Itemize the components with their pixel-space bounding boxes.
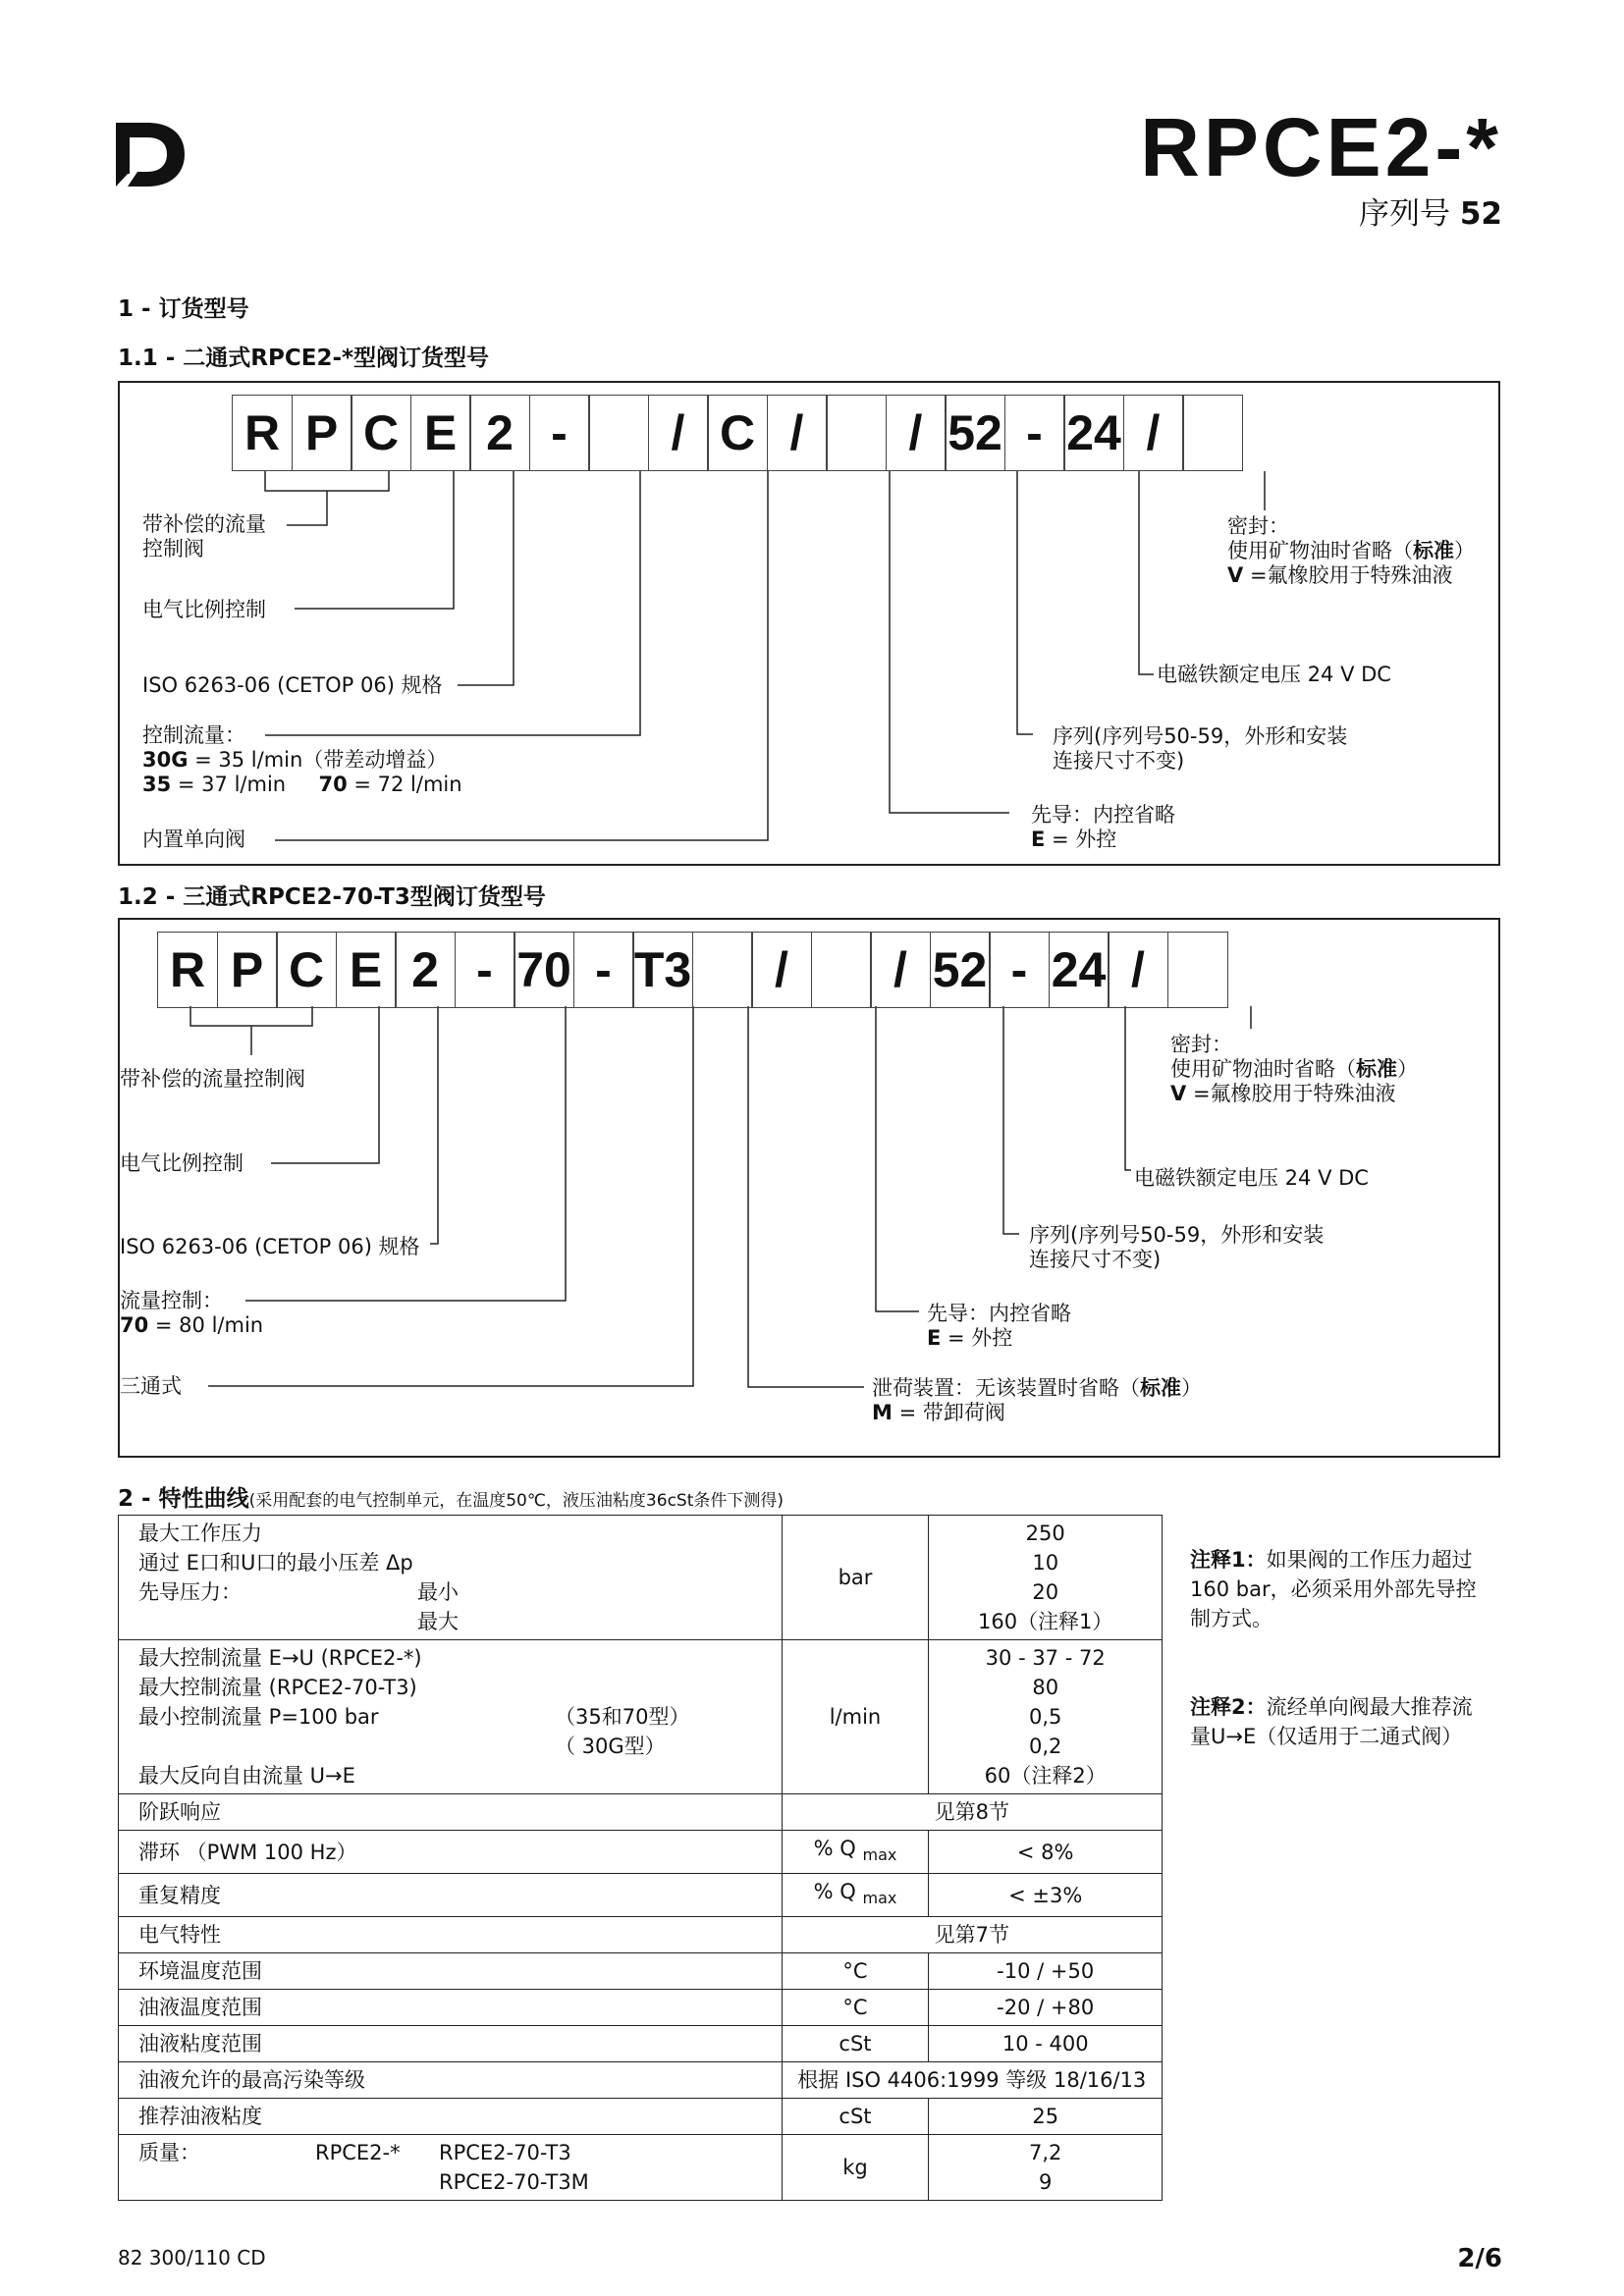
- code-cell: /: [767, 395, 828, 471]
- code-cell: 52: [930, 932, 991, 1008]
- code-cell: 24: [1049, 932, 1110, 1008]
- table-row: 油液粘度范围 cSt 10 - 400: [119, 2026, 1163, 2062]
- label-pilot-3way: 先导：内控省略 E = 外控: [927, 1302, 1071, 1350]
- code-cell: -: [1004, 395, 1065, 471]
- note-1: 注释1：如果阀的工作压力超过 160 bar，必须采用外部先导控 制方式。: [1190, 1548, 1477, 1630]
- label-series-3way: 序列(序列号50-59，外形和安装 连接尺寸不变): [1029, 1223, 1325, 1271]
- code-cell: 2: [395, 932, 456, 1008]
- code-cell: [1167, 932, 1228, 1008]
- table-row: 重复精度 % Q $_{max}$ < ±3%: [119, 1874, 1163, 1917]
- code-cell: P: [292, 395, 352, 471]
- code-cell: 24: [1063, 395, 1124, 471]
- label-flow-control-valve-3way: 带补偿的流量控制阀: [120, 1067, 305, 1091]
- code-cell: [811, 932, 872, 1008]
- label-control-flow: 控制流量： 30G = 35 l/min（带差动增益） 35 = 37 l/min 70 = 72 l/min: [142, 723, 462, 796]
- code-cell: R: [157, 932, 218, 1008]
- code-cell: E: [336, 932, 397, 1008]
- characteristics-table: [118, 1515, 1163, 2201]
- table-row: 环境温度范围 °C -10 / +50: [119, 1953, 1163, 1990]
- section-2-heading: 2 - 特性曲线(采用配套的电气控制单元，在温度50℃，液压油粘度36cSt条件下测得): [118, 1486, 785, 1512]
- label-seal-3way: 密封： 使用矿物油时省略（标准） V =氟橡胶用于特殊油液: [1170, 1033, 1418, 1105]
- label-three-way: 三通式: [120, 1374, 182, 1398]
- code-cell: 70: [514, 932, 574, 1008]
- label-electric-proportional-3way: 电气比例控制: [120, 1151, 244, 1175]
- section-1-1-heading: 1.1 - 二通式RPCE2-*型阀订货型号: [118, 346, 490, 371]
- code-cell: P: [217, 932, 278, 1008]
- document-number: 82 300/110 CD: [118, 2246, 266, 2269]
- label-iso-size: ISO 6263-06 (CETOP 06) 规格: [142, 673, 443, 697]
- series-number: 序列号 52: [1359, 196, 1502, 232]
- code-cell: /: [648, 395, 709, 471]
- label-seal: 密封： 使用矿物油时省略（标准） V =氟橡胶用于特殊油液: [1227, 514, 1475, 587]
- document-title: RPCE2-*: [1140, 101, 1502, 193]
- table-row: 油液温度范围 °C -20 / +80: [119, 1990, 1163, 2026]
- label-electric-proportional: 电气比例控制: [142, 598, 266, 621]
- code-cell: E: [410, 395, 471, 471]
- table-row: 最大工作压力 通过 E口和U口的最小压差 Δp 先导压力： 最小 最大 bar 250 10 20 160（注释1）: [119, 1516, 1163, 1640]
- code-cell: -: [455, 932, 515, 1008]
- code-cell: C: [276, 932, 337, 1008]
- order-code-row-3way: [157, 932, 1226, 1008]
- code-cell: [692, 932, 753, 1008]
- table-row: 质量： RPCE2-* RPCE2-70-T3 RPCE2-70-T3M kg 7,2 9: [119, 2135, 1163, 2201]
- code-cell: /: [886, 395, 947, 471]
- code-cell: -: [989, 932, 1050, 1008]
- table-row: 油液允许的最高污染等级 根据 ISO 4406:1999 等级 18/16/13: [119, 2062, 1163, 2099]
- code-cell: C: [351, 395, 411, 471]
- table-row: 阶跃响应 见第8节: [119, 1794, 1163, 1831]
- code-cell: T3: [632, 932, 693, 1008]
- label-flow-3way: 流量控制： 70 = 80 l/min: [120, 1289, 264, 1337]
- label-voltage-3way: 电磁铁额定电压 24 V DC: [1134, 1166, 1369, 1190]
- code-cell: /: [1108, 932, 1168, 1008]
- section-1-2-heading: 1.2 - 三通式RPCE2-70-T3型阀订货型号: [118, 884, 546, 910]
- table-row: 电气特性 见第7节: [119, 1917, 1163, 1953]
- page-number: 2/6: [1457, 2244, 1502, 2273]
- table-row: 滞环 （PWM 100 Hz） % Q $_{max}$ < 8%: [119, 1831, 1163, 1874]
- label-pilot: 先导：内控省略 E = 外控: [1031, 803, 1175, 851]
- label-series: 序列(序列号50-59，外形和安装 连接尺寸不变): [1053, 724, 1348, 773]
- code-cell: /: [1123, 395, 1184, 471]
- code-cell: /: [870, 932, 931, 1008]
- label-unloading: 泄荷装置：无该装置时省略（标准） M = 带卸荷阀: [872, 1376, 1202, 1424]
- code-cell: 52: [945, 395, 1005, 471]
- note-2: 注释2：流经单向阀最大推荐流 量U→E（仅适用于二通式阀）: [1190, 1695, 1473, 1748]
- code-cell: -: [573, 932, 634, 1008]
- code-cell: C: [707, 395, 768, 471]
- code-cell: R: [232, 395, 293, 471]
- label-check-valve: 内置单向阀: [142, 828, 245, 851]
- code-cell: 2: [469, 395, 530, 471]
- section-1-heading: 1 - 订货型号: [118, 296, 249, 322]
- label-voltage: 电磁铁额定电压 24 V DC: [1157, 663, 1391, 686]
- table-row: 推荐油液粘度 cSt 25: [119, 2099, 1163, 2135]
- code-cell: -: [529, 395, 590, 471]
- table-row: 最大控制流量 E→U (RPCE2-*) 最大控制流量 (RPCE2-70-T3) 最小控制流量 P=100 bar （35和70型） （ 30G型） 最大反向自由流量 U→E l/min 30 - 37 - 72 80 0,5 0,2 60（注释2）: [119, 1640, 1163, 1794]
- label-flow-control-valve: 带补偿的流量 控制阀: [142, 512, 266, 561]
- code-cell: /: [751, 932, 812, 1008]
- label-iso-size-3way: ISO 6263-06 (CETOP 06) 规格: [120, 1235, 420, 1258]
